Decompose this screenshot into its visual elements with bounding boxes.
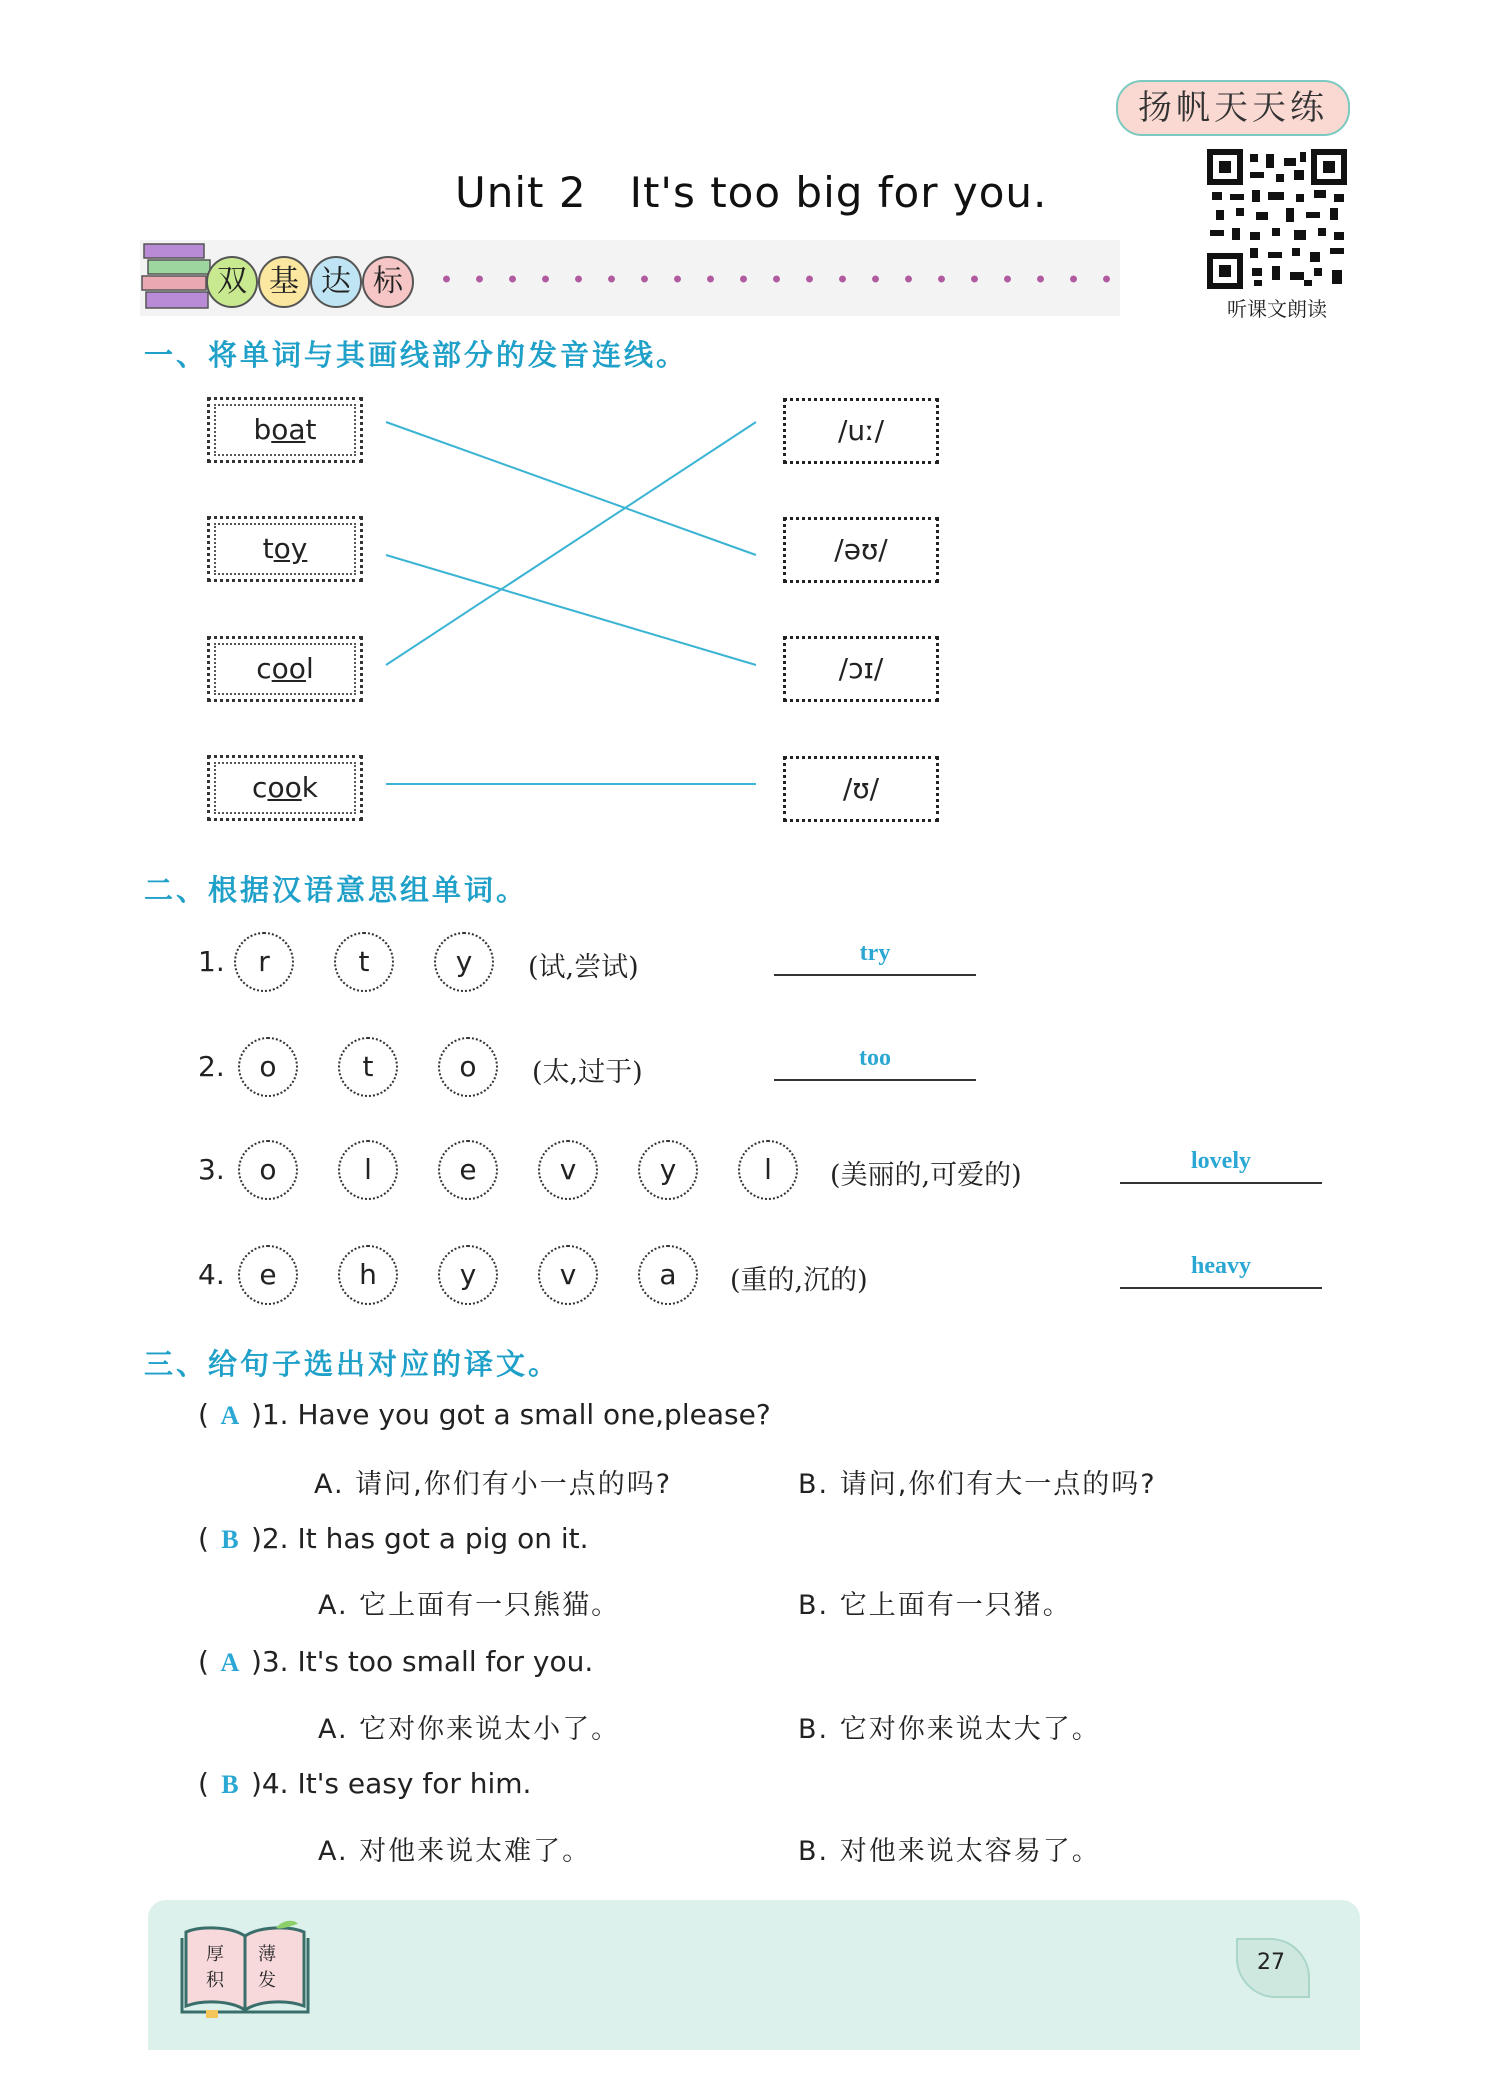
item1-letter-2: t bbox=[334, 932, 394, 992]
question-1: ( A )1. Have you got a small one,please? bbox=[198, 1398, 771, 1431]
word-2-pre: t bbox=[262, 532, 274, 565]
item4-letter-5: a bbox=[638, 1245, 698, 1305]
question-2-text: )2. It has got a pig on it. bbox=[250, 1522, 589, 1555]
banner-char-3: 达 bbox=[310, 256, 362, 308]
banner-char-1: 双 bbox=[206, 256, 258, 308]
sound-box-3[interactable]: /ɔɪ/ bbox=[783, 636, 939, 702]
sound-box-1[interactable]: /uː/ bbox=[783, 398, 939, 464]
matching-lines bbox=[0, 0, 1489, 900]
page-number: 27 bbox=[1257, 1950, 1285, 1975]
item1-number: 1. bbox=[198, 945, 225, 978]
word-1-post: t bbox=[305, 413, 317, 446]
item4-letter-1: e bbox=[238, 1245, 298, 1305]
question-4: ( B )4. It's easy for him. bbox=[198, 1767, 532, 1800]
question-3-option-a: A. 它对你来说太小了。 bbox=[318, 1714, 621, 1745]
item2-letter-1: o bbox=[238, 1037, 298, 1097]
item2-hint: (太,过于) bbox=[532, 1057, 643, 1088]
item1-answer[interactable]: try bbox=[774, 940, 976, 976]
question-2-option-b: B. 它上面有一只猪。 bbox=[798, 1590, 1072, 1621]
question-2-option-a: A. 它上面有一只熊猫。 bbox=[318, 1590, 621, 1621]
item3-hint: (美丽的,可爱的) bbox=[830, 1160, 1022, 1191]
book-char-4: 发 bbox=[258, 1970, 276, 1991]
word-4-post: k bbox=[301, 771, 318, 804]
item3-letter-1: o bbox=[238, 1140, 298, 1200]
word-3-underlined: oo bbox=[271, 652, 306, 685]
word-4-pre: c bbox=[252, 771, 268, 804]
question-3-text: )3. It's too small for you. bbox=[250, 1645, 594, 1678]
question-4-option-a: A. 对他来说太难了。 bbox=[318, 1836, 592, 1867]
item4-letter-2: h bbox=[338, 1245, 398, 1305]
question-1-option-b: B. 请问,你们有大一点的吗? bbox=[798, 1469, 1157, 1500]
word-1-pre: b bbox=[253, 413, 272, 446]
item4-letter-3: y bbox=[438, 1245, 498, 1305]
item1-hint: (试,尝试) bbox=[528, 952, 639, 983]
question-2: ( B )2. It has got a pig on it. bbox=[198, 1522, 589, 1555]
question-4-text: )4. It's easy for him. bbox=[250, 1767, 532, 1800]
word-3-post: l bbox=[305, 652, 314, 685]
series-badge: 扬帆天天练 bbox=[1116, 80, 1350, 136]
item4-hint: (重的,沉的) bbox=[730, 1265, 868, 1296]
question-3: ( A )3. It's too small for you. bbox=[198, 1645, 594, 1678]
word-1-underlined: oa bbox=[271, 413, 306, 446]
word-3-pre: c bbox=[256, 652, 272, 685]
word-4-underlined: oo bbox=[267, 771, 302, 804]
item2-number: 2. bbox=[198, 1050, 225, 1083]
item2-letter-2: t bbox=[338, 1037, 398, 1097]
item4-letter-4: v bbox=[538, 1245, 598, 1305]
sound-box-4[interactable]: /ʊ/ bbox=[783, 756, 939, 822]
item2-answer[interactable]: too bbox=[774, 1045, 976, 1081]
section1-title: 一、将单词与其画线部分的发音连线。 bbox=[144, 338, 689, 372]
question-4-option-b: B. 对他来说太容易了。 bbox=[798, 1836, 1101, 1867]
item4-number: 4. bbox=[198, 1258, 225, 1291]
item3-letter-5: y bbox=[638, 1140, 698, 1200]
item3-answer[interactable]: lovely bbox=[1120, 1148, 1322, 1184]
item3-letter-6: l bbox=[738, 1140, 798, 1200]
section3-title: 三、给句子选出对应的译文。 bbox=[144, 1347, 561, 1381]
item3-number: 3. bbox=[198, 1153, 225, 1186]
item1-letter-1: r bbox=[234, 932, 294, 992]
open-book-icon bbox=[180, 1918, 310, 2018]
item2-letter-3: o bbox=[438, 1037, 498, 1097]
item3-letter-3: e bbox=[438, 1140, 498, 1200]
qr-caption: 听课文朗读 bbox=[1227, 297, 1327, 321]
question-2-answer[interactable]: B bbox=[221, 1525, 239, 1554]
item1-letter-3: y bbox=[434, 932, 494, 992]
footer-band bbox=[148, 1900, 1360, 2050]
banner-char-2: 基 bbox=[258, 256, 310, 308]
question-1-option-a: A. 请问,你们有小一点的吗? bbox=[314, 1469, 673, 1500]
sound-box-2[interactable]: /əʊ/ bbox=[783, 517, 939, 583]
word-2-underlined: oy bbox=[273, 532, 308, 565]
banner-char-4: 标 bbox=[362, 256, 414, 308]
book-char-3: 积 bbox=[206, 1970, 224, 1991]
page-title: Unit 2 It's too big for you. bbox=[455, 168, 1048, 217]
item3-letter-2: l bbox=[338, 1140, 398, 1200]
section2-title: 二、根据汉语意思组单词。 bbox=[144, 873, 529, 907]
question-1-text: )1. Have you got a small one,please? bbox=[250, 1398, 771, 1431]
match-line-toy bbox=[386, 555, 756, 665]
book-char-2: 薄 bbox=[258, 1944, 276, 1965]
item4-answer[interactable]: heavy bbox=[1120, 1253, 1322, 1289]
question-3-answer[interactable]: A bbox=[220, 1648, 240, 1677]
match-line-boat bbox=[386, 422, 756, 555]
question-1-answer[interactable]: A bbox=[220, 1401, 240, 1430]
match-line-cool bbox=[386, 422, 756, 665]
question-3-option-b: B. 它对你来说太大了。 bbox=[798, 1714, 1101, 1745]
book-char-1: 厚 bbox=[206, 1944, 224, 1965]
question-4-answer[interactable]: B bbox=[221, 1770, 239, 1799]
item3-letter-4: v bbox=[538, 1140, 598, 1200]
